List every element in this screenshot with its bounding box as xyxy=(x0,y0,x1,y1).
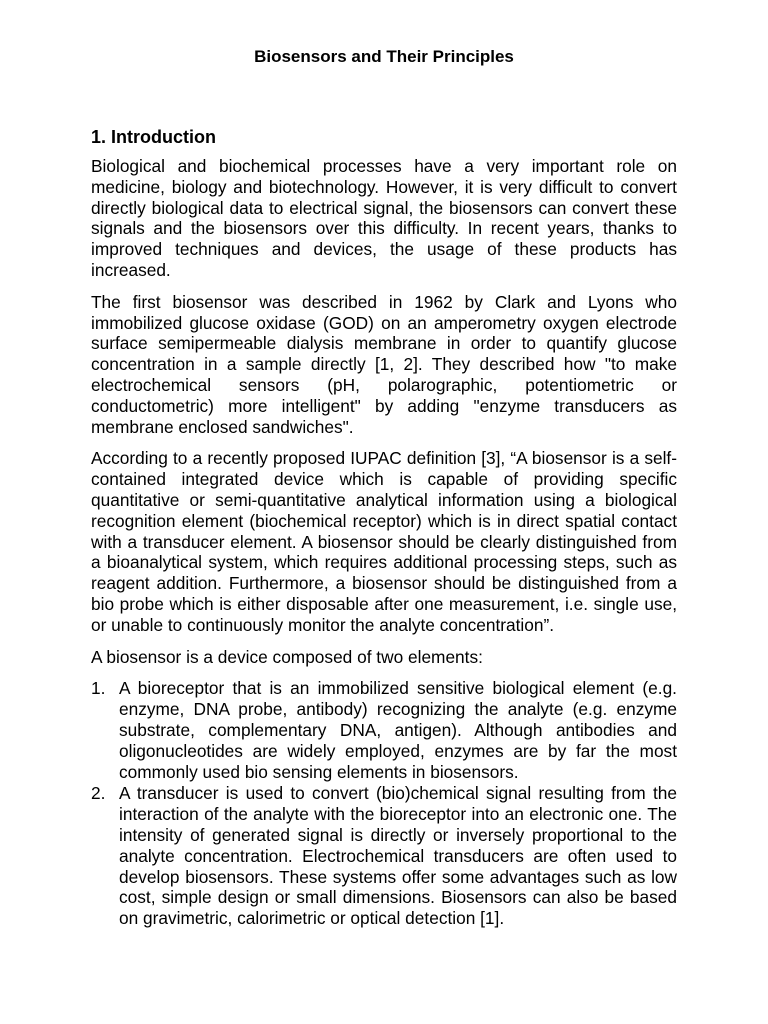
section-heading: 1. Introduction xyxy=(91,127,216,147)
list-item-text: A bioreceptor that is an immobilized sensitive biological element (e.g. enzyme, DNA probe, antibody) recognizing the analyte (e.g. enzyme substrate, complementary DNA, antigen). Although antibodies and oligonucleotides are widely employed, enzymes are by far the most commonly used bio sensing elements in biosensors. xyxy=(119,678,677,782)
paragraph-list-intro: A biosensor is a device composed of two elements: xyxy=(91,646,483,667)
document-body xyxy=(91,125,677,930)
paragraph-first-biosensor: The first biosensor was described in 1962 by Clark and Lyons who immobilized glucose oxidase (GOD) on an amperometry oxygen electrode surface semipermeable dialysis membrane in order to quantify glucose concentration in a sample directly [1, 2]. They described how "to make electrochemical sensors (pH, polarographic, potentiometric or conductometric) more intelligent" by adding "enzyme transducers as membrane enclosed sandwiches". xyxy=(91,291,677,437)
document-title: Biosensors and Their Principles xyxy=(254,47,514,66)
list-item-number: 1. xyxy=(91,678,106,699)
paragraph-iupac-definition: According to a recently proposed IUPAC definition [3], “A biosensor is a self-contained integrated device which is capable of providing specific quantitative or semi-quantitative analytical information using a biological recognition element (biochemical receptor) which is in direct spatial contact with a transducer element. A biosensor should be clearly distinguished from a bioanalytical system, which requires additional processing steps, such as reagent addition. Furthermore, a biosensor should be distinguished from a bio probe which is either disposable after one measurement, i.e. single use, or unable to continuously monitor the analyte concentration”. xyxy=(91,448,677,635)
list-item-bioreceptor xyxy=(91,678,677,782)
list-item-number: 2. xyxy=(91,783,106,804)
paragraph-introduction: Biological and biochemical processes have a very important role on medicine, biology and biotechnology. However, it is very difficult to convert directly biological data to electrical signal, the biosensors can convert these signals and the biosensors over this difficulty. In recent years, thanks to improved techniques and devices, the usage of these products has increased. xyxy=(91,156,677,280)
list-item-text: A transducer is used to convert (bio)chemical signal resulting from the interaction of the analyte with the bioreceptor into an electronic one. The intensity of generated signal is directly or inversely proportional to the analyte concentration. Electrochemical transducers are often used to develop biosensors. These systems offer some advantages such as low cost, simple design or small dimensions. Biosensors can also be based on gravimetric, calorimetric or optical detection [1]. xyxy=(119,783,677,929)
list-item-transducer xyxy=(91,783,677,929)
elements-list xyxy=(91,678,677,929)
